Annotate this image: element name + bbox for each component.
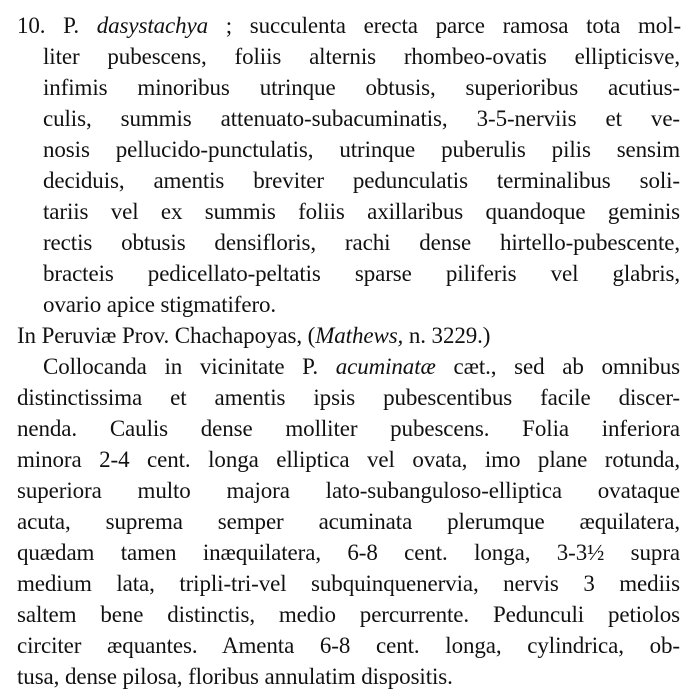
notes-line-6: acuta, suprema semper acuminata plerumque æquilatera, — [17, 509, 680, 534]
notes-line-1-a: Collocanda in vicinitate P. — [43, 354, 336, 379]
notes-line-10: circiter æquantes. Amenta 6-8 cent. longa, cylindrica, ob- — [17, 633, 680, 658]
entry-line-9: bracteis pedicellato-peltatis sparse piliferis vel glabris, — [43, 261, 680, 286]
locality-prefix: In Peruviæ Prov. Chachapoyas, ( — [17, 323, 316, 348]
entry-line-10: ovario apice stigmatifero. — [43, 292, 277, 317]
notes-line-3: nenda. Caulis dense molliter pubescens. Folia inferiora — [17, 416, 680, 441]
notes-line-8: medium lata, tripli-tri-vel subquinquenervia, nervis 3 mediis — [17, 571, 680, 596]
notes-line-11: tusa, dense pilosa, floribus annulatim dispositis. — [17, 664, 453, 689]
entry-line-4: culis, summis attenuato-subacuminatis, 3-5-nerviis et ve- — [43, 106, 680, 131]
entry-line-5: nosis pellucido-punctulatis, utrinque puberulis pilis sensim — [43, 137, 680, 162]
entry-line-8: rectis obtusis densifloris, rachi dense hirtello-pubescente, — [43, 230, 680, 255]
entry-line-7: tariis vel ex summis foliis axillaribus quandoque geminis — [43, 199, 680, 224]
species-name: dasystachya — [96, 13, 209, 38]
notes-species-ref: acuminatæ — [335, 354, 436, 379]
collector-name: Mathews, — [315, 323, 404, 348]
notes-line-7: quædam tamen inæquilatera, 6-8 cent. longa, 3-3½ supra — [17, 540, 680, 565]
locality-suffix: n. 3229.) — [403, 323, 491, 348]
locality-line — [17, 320, 637, 351]
entry-number-text: 10. P. — [17, 13, 97, 38]
entry-line-6: deciduis, amentis breviter pedunculatis terminalibus soli- — [43, 168, 680, 193]
notes-line-2: distinctissima et amentis ipsis pubescentibus facile discer- — [17, 385, 680, 410]
entry-line-1-text: ; succulenta erecta parce ramosa tota mol- — [208, 13, 681, 38]
notes-line-1 — [43, 351, 680, 382]
notes-line-4: minora 2-4 cent. longa elliptica vel ovata, imo plane rotunda, — [17, 447, 680, 472]
notes-line-1-c: cæt., sed ab omnibus — [435, 354, 680, 379]
entry-line-2: liter pubescens, foliis alternis rhombeo-ovatis ellipticisve, — [43, 44, 680, 69]
entry-line-1 — [17, 10, 681, 41]
notes-line-9: saltem bene distinctis, medio percurrente. Pedunculi petiolos — [17, 602, 680, 627]
notes-line-5: superiora multo majora lato-subanguloso-elliptica ovataque — [17, 478, 680, 503]
entry-line-3: infimis minoribus utrinque obtusis, superioribus acutius- — [43, 75, 680, 100]
